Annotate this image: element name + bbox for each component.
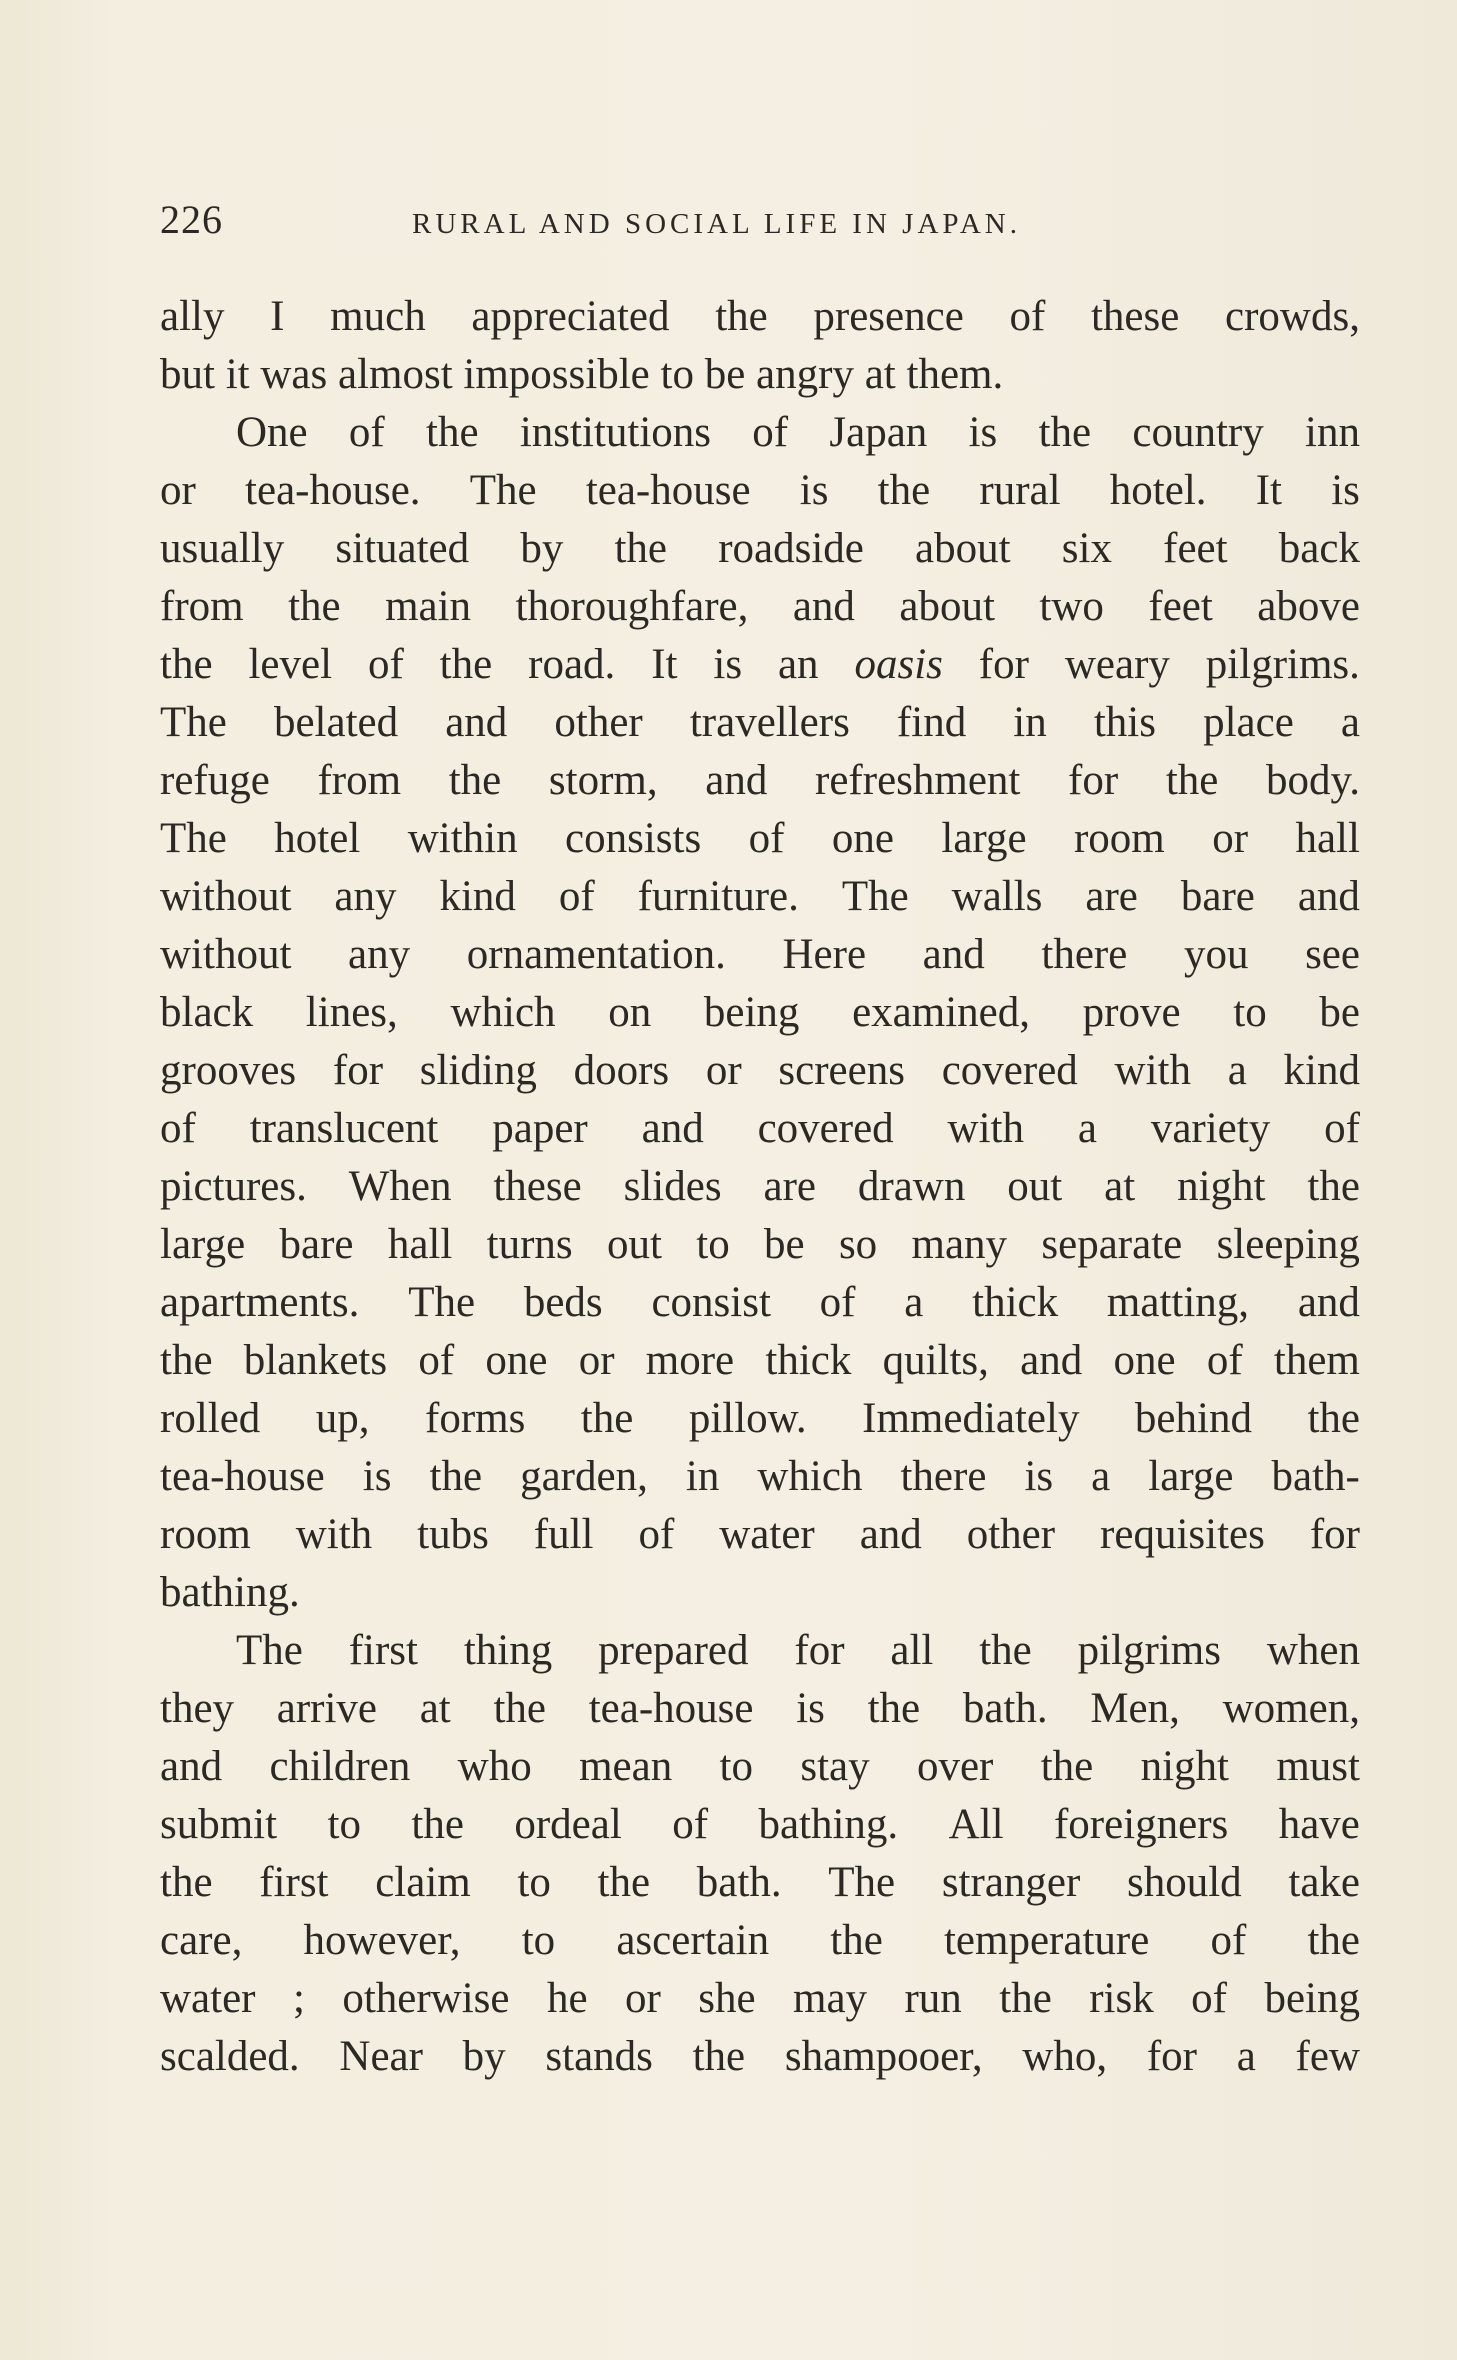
text-line: the level of the road. It is an oasis for weary pilgrims. <box>160 641 1360 688</box>
page-number: 226 <box>160 197 223 242</box>
text-line: water ; otherwise he or she may run the risk of being <box>160 1975 1360 2022</box>
text-line: tea-house is the garden, in which there is a large bath- <box>160 1453 1360 1500</box>
text-line: One of the institutions of Japan is the country inn <box>236 409 1360 456</box>
text-line: care, however, to ascertain the temperature of the <box>160 1917 1360 1964</box>
text-line: or tea-house. The tea-house is the rural hotel. It is <box>160 467 1360 514</box>
text-line: from the main thoroughfare, and about two feet above <box>160 583 1360 630</box>
text-line: room with tubs full of water and other requisites for <box>160 1511 1360 1558</box>
text-line: large bare hall turns out to be so many separate sleeping <box>160 1221 1360 1268</box>
text-line: without any kind of furniture. The walls are bare and <box>160 873 1360 920</box>
text-line: refuge from the storm, and refreshment for the body. <box>160 757 1360 804</box>
text-line: usually situated by the roadside about six feet back <box>160 525 1360 572</box>
text-line: scalded. Near by stands the shampooer, who, for a few <box>160 2033 1360 2080</box>
text-line: The first thing prepared for all the pilgrims when <box>236 1627 1360 1674</box>
text-line: bathing. <box>160 1569 300 1616</box>
text-line: submit to the ordeal of bathing. All foreigners have <box>160 1801 1360 1848</box>
text-line: the first claim to the bath. The stranger should take <box>160 1859 1360 1906</box>
text-line: apartments. The beds consist of a thick matting, and <box>160 1279 1360 1326</box>
text-line: they arrive at the tea-house is the bath. Men, women, <box>160 1685 1360 1732</box>
text-line: without any ornamentation. Here and there you see <box>160 931 1360 978</box>
text-line: the blankets of one or more thick quilts, and one of them <box>160 1337 1360 1384</box>
text-line: rolled up, forms the pillow. Immediately behind the <box>160 1395 1360 1442</box>
page-header <box>160 196 1360 256</box>
text-line: but it was almost impossible to be angry at them. <box>160 351 1004 398</box>
text-line: ally I much appreciated the presence of these crowds, <box>160 293 1360 340</box>
body-text <box>160 288 1360 2086</box>
text-line: of translucent paper and covered with a variety of <box>160 1105 1360 1152</box>
text-line: grooves for sliding doors or screens covered with a kind <box>160 1047 1360 1094</box>
running-head: RURAL AND SOCIAL LIFE IN JAPAN. <box>412 208 1021 240</box>
text-line: The hotel within consists of one large room or hall <box>160 815 1360 862</box>
text-line: pictures. When these slides are drawn out at night the <box>160 1163 1360 1210</box>
text-line: The belated and other travellers find in this place a <box>160 699 1360 746</box>
text-line: and children who mean to stay over the night must <box>160 1743 1360 1790</box>
text-line: black lines, which on being examined, prove to be <box>160 989 1360 1036</box>
